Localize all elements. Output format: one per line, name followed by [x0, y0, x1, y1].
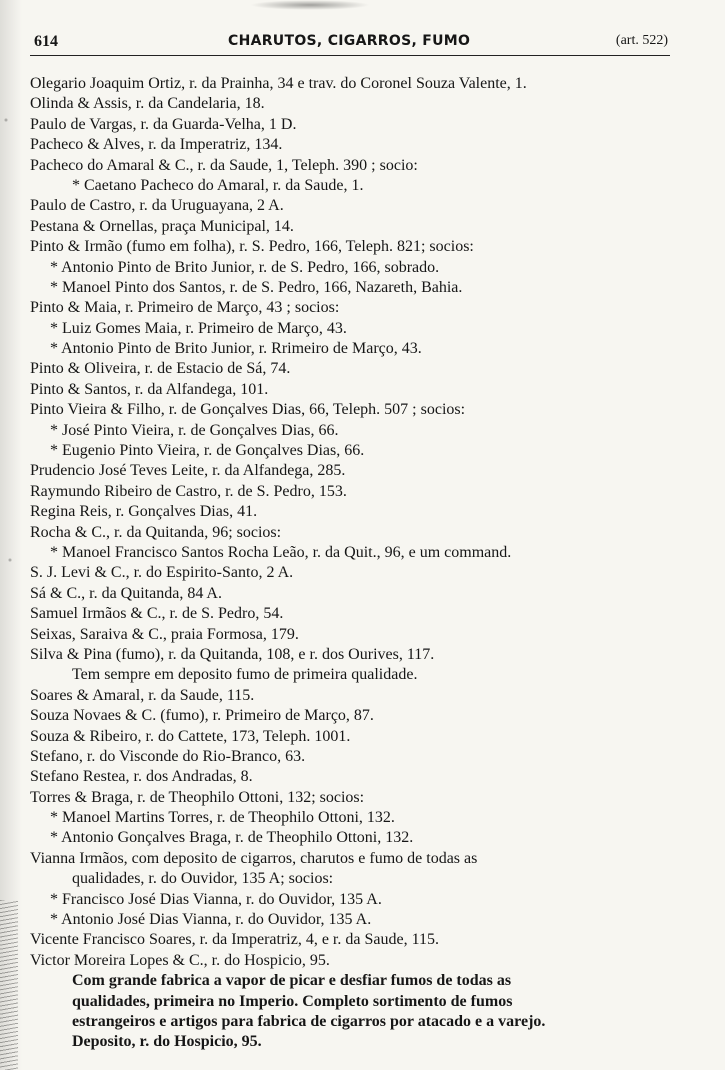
listing-entry: Olegario Joaquim Ortiz, r. da Prainha, 34 e trav. do Coronel Souza Valente, 1.: [30, 75, 527, 92]
listing-entry: Pinto & Oliveira, r. de Estacio de Sá, 74.: [30, 360, 291, 378]
listing-entry: Stefano, r. do Visconde do Rio-Branco, 63.: [30, 747, 306, 765]
listing-entry: S. J. Levi & C., r. do Espirito-Santo, 2 A.: [30, 564, 294, 582]
listing-subline: qualidades, primeira no Imperio. Completo sortimento de fumos: [72, 992, 513, 1010]
listing-subline: qualidades, r. do Ouvidor, 135 A; socios:: [72, 870, 334, 888]
listing-subline: * José Pinto Vieira, r. de Gonçalves Dias, 66.: [50, 421, 339, 439]
listing-entry: Regina Reis, r. Gonçalves Dias, 41.: [30, 503, 258, 521]
listing-entry: Olinda & Assis, r. da Candelaria, 18.: [30, 95, 265, 113]
listing-subline: * Caetano Pacheco do Amaral, r. da Saude, 1.: [72, 176, 364, 194]
listing-entry: Soares & Amaral, r. da Saude, 115.: [30, 686, 255, 704]
listing-subline: Com grande fabrica a vapor de picar e desfiar fumos de todas as: [72, 972, 512, 990]
listing-subline: estrangeiros e artigos para fabrica de cigarros por atacado e a varejo.: [72, 1012, 546, 1030]
listing-entry: Samuel Irmãos & C., r. de S. Pedro, 54.: [30, 605, 284, 623]
page-gutter-shadow: [0, 0, 22, 1070]
listing-entry: Pacheco do Amaral & C., r. da Saude, 1, Teleph. 390 ; socio:: [30, 156, 418, 174]
listing-subline: * Antonio Gonçalves Braga, r. de Theophilo Ottoni, 132.: [50, 829, 414, 847]
listing-entry: Prudencio José Teves Leite, r. da Alfandega, 285.: [30, 462, 346, 480]
listing-entry: Pinto & Santos, r. da Alfandega, 101.: [30, 380, 269, 398]
listing-subline: * Francisco José Dias Vianna, r. do Ouvidor, 135 A.: [50, 890, 382, 908]
listing-subline: * Eugenio Pinto Vieira, r. de Gonçalves Dias, 66.: [50, 442, 365, 460]
listing-entry: Victor Moreira Lopes & C., r. do Hospicio, 95.: [30, 951, 330, 969]
listing-entry: Torres & Braga, r. de Theophilo Ottoni, 132; socios:: [30, 788, 365, 806]
article-reference: (art. 522): [615, 33, 668, 48]
listing-entry: Vicente Francisco Soares, r. da Imperatriz, 4, e r. da Saude, 115.: [30, 931, 439, 949]
listing-entry: Silva & Pina (fumo), r. da Quitanda, 108, e r. dos Ourives, 117.: [30, 645, 435, 663]
listing-subline: * Manoel Pinto dos Santos, r. de S. Pedro, 166, Nazareth, Bahia.: [50, 278, 463, 296]
listing-subline: * Luiz Gomes Maia, r. Primeiro de Março, 43.: [50, 319, 347, 337]
listing-entry: Vianna Irmãos, com deposito de cigarros, charutos e fumo de todas as: [30, 849, 478, 867]
listing-subline: * Antonio Pinto de Brito Junior, r. de S. Pedro, 166, sobrado.: [50, 258, 440, 276]
running-title: CHARUTOS, CIGARROS, FUMO: [228, 33, 471, 49]
listing-entry: Paulo de Castro, r. da Uruguayana, 2 A.: [30, 197, 284, 215]
listing-entry: Raymundo Ribeiro de Castro, r. de S. Pedro, 153.: [30, 482, 347, 500]
listing-entry: Sá & C., r. da Quitanda, 84 A.: [30, 584, 222, 602]
listing-entry: Seixas, Saraiva & C., praia Formosa, 179.: [30, 625, 299, 643]
listing-entry: Pinto & Maia, r. Primeiro de Março, 43 ; socios:: [30, 299, 340, 317]
listing-subline: Tem sempre em deposito fumo de primeira qualidade.: [72, 666, 418, 684]
listing-entry: Paulo de Vargas, r. da Guarda-Velha, 1 D.: [30, 115, 297, 133]
listing-entry: Souza Novaes & C. (fumo), r. Primeiro de Março, 87.: [30, 707, 374, 725]
listing-entry: Rocha & C., r. da Quitanda, 96; socios:: [30, 523, 282, 541]
listing-entry: Souza & Ribeiro, r. do Cattete, 173, Teleph. 1001.: [30, 727, 351, 745]
print-smudge: [250, 0, 370, 10]
header-rule: [30, 55, 670, 56]
page-header: [30, 30, 670, 54]
listing-subline: * Antonio Pinto de Brito Junior, r. Rrimeiro de Março, 43.: [50, 340, 422, 358]
listing-entry: Stefano Restea, r. dos Andradas, 8.: [30, 768, 253, 786]
listing-subline: * Manoel Francisco Santos Rocha Leão, r. da Quit., 96, e um command.: [50, 543, 512, 561]
page-number: 614: [34, 33, 58, 50]
listing-subline: Deposito, r. do Hospicio, 95.: [72, 1033, 262, 1051]
listing-entry: Pestana & Ornellas, praça Municipal, 14.: [30, 217, 294, 235]
listing-subline: * Antonio José Dias Vianna, r. do Ouvidor, 135 A.: [50, 911, 372, 929]
directory-listing: [30, 74, 680, 1053]
listing-subline: * Manoel Martins Torres, r. de Theophilo Ottoni, 132.: [50, 809, 395, 827]
listing-entry: Pacheco & Alves, r. da Imperatriz, 134.: [30, 136, 283, 154]
listing-entry: Pinto & Irmão (fumo em folha), r. S. Pedro, 166, Teleph. 821; socios:: [30, 238, 474, 256]
listing-entry: Pinto Vieira & Filho, r. de Gonçalves Dias, 66, Teleph. 507 ; socios:: [30, 401, 466, 419]
